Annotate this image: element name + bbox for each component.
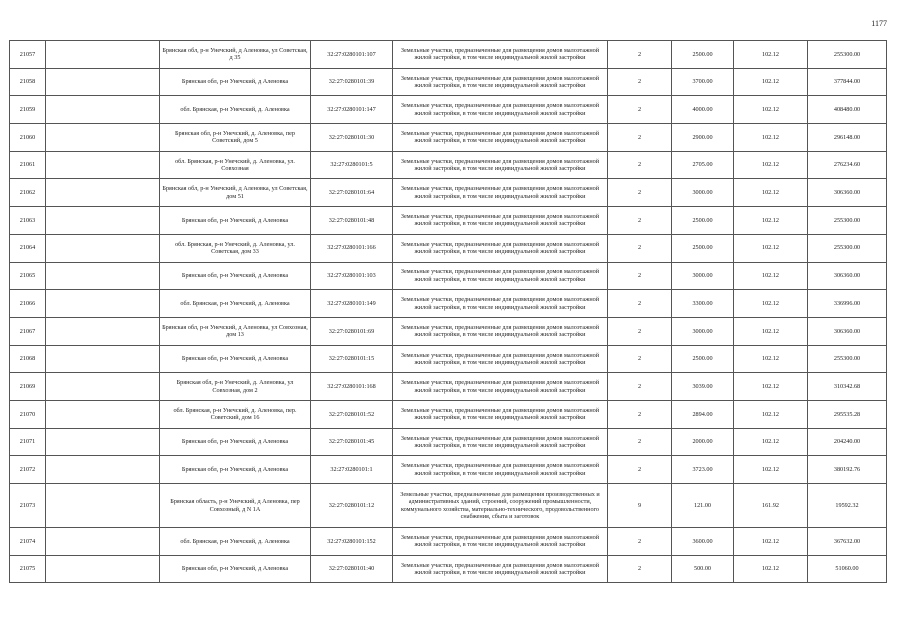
- cadastral-value-cell: 276234.60: [808, 151, 887, 179]
- area-cell: 3039.00: [672, 373, 734, 401]
- permitted-use-cell: Земельные участки, предназначенные для размещения домов малоэтажной жилой застройки, в том числе индивидуальной жилой застройки: [393, 234, 608, 262]
- cadastral-number-cell: 32:27:0280101:147: [311, 96, 393, 124]
- area-cell: 3723.00: [672, 456, 734, 484]
- area-cell: 3700.00: [672, 68, 734, 96]
- table-row: [10, 68, 887, 96]
- row-number-cell: 21058: [10, 68, 46, 96]
- use-group-cell: 2: [608, 555, 672, 583]
- specific-value-cell: 102.12: [734, 179, 808, 207]
- row-number-cell: 21069: [10, 373, 46, 401]
- area-cell: 2894.00: [672, 400, 734, 428]
- blank-cell: [46, 290, 160, 318]
- permitted-use-cell: Земельные участки, предназначенные для размещения домов малоэтажной жилой застройки, в том числе индивидуальной жилой застройки: [393, 428, 608, 456]
- table-row: [10, 234, 887, 262]
- cadastral-number-cell: 32:27:0280101:103: [311, 262, 393, 290]
- use-group-cell: 2: [608, 96, 672, 124]
- cadastral-value-cell: 380192.76: [808, 456, 887, 484]
- cadastral-number-cell: 32:27:0280101:64: [311, 179, 393, 207]
- specific-value-cell: 102.12: [734, 41, 808, 69]
- blank-cell: [46, 262, 160, 290]
- specific-value-cell: 102.12: [734, 68, 808, 96]
- permitted-use-cell: Земельные участки, предназначенные для размещения домов малоэтажной жилой застройки, в том числе индивидуальной жилой застройки: [393, 96, 608, 124]
- cadastral-number-cell: 32:27:0280101:149: [311, 290, 393, 318]
- specific-value-cell: 102.12: [734, 428, 808, 456]
- area-cell: 3000.00: [672, 179, 734, 207]
- blank-cell: [46, 96, 160, 124]
- blank-cell: [46, 317, 160, 345]
- use-group-cell: 2: [608, 400, 672, 428]
- table-row: [10, 179, 887, 207]
- specific-value-cell: 161.92: [734, 484, 808, 528]
- row-number-cell: 21075: [10, 555, 46, 583]
- specific-value-cell: 102.12: [734, 290, 808, 318]
- blank-cell: [46, 345, 160, 373]
- area-cell: 2500.00: [672, 345, 734, 373]
- permitted-use-cell: Земельные участки, предназначенные для размещения домов малоэтажной жилой застройки, в том числе индивидуальной жилой застройки: [393, 555, 608, 583]
- specific-value-cell: 102.12: [734, 151, 808, 179]
- permitted-use-cell: Земельные участки, предназначенные для размещения домов малоэтажной жилой застройки, в том числе индивидуальной жилой застройки: [393, 373, 608, 401]
- permitted-use-cell: Земельные участки, предназначенные для размещения домов малоэтажной жилой застройки, в том числе индивидуальной жилой застройки: [393, 207, 608, 235]
- row-number-cell: 21057: [10, 41, 46, 69]
- permitted-use-cell: Земельные участки, предназначенные для размещения домов малоэтажной жилой застройки, в том числе индивидуальной жилой застройки: [393, 68, 608, 96]
- cadastral-number-cell: 32:27:0280101:5: [311, 151, 393, 179]
- permitted-use-cell: Земельные участки, предназначенные для размещения домов малоэтажной жилой застройки, в том числе индивидуальной жилой застройки: [393, 528, 608, 556]
- table-row: [10, 151, 887, 179]
- cadastral-value-cell: 306360.00: [808, 262, 887, 290]
- cadastral-value-cell: 204240.00: [808, 428, 887, 456]
- permitted-use-cell: Земельные участки, предназначенные для размещения домов малоэтажной жилой застройки, в том числе индивидуальной жилой застройки: [393, 262, 608, 290]
- area-cell: 2500.00: [672, 234, 734, 262]
- row-number-cell: 21062: [10, 179, 46, 207]
- address-cell: обл. Брянская, р-н Унечский, д. Аленовка, ул. Советская, дом 33: [160, 234, 311, 262]
- table-row: [10, 207, 887, 235]
- address-cell: Брянская обл, р-н Унечский, д Аленовка, ул Советская, дом 51: [160, 179, 311, 207]
- blank-cell: [46, 124, 160, 152]
- specific-value-cell: 102.12: [734, 317, 808, 345]
- cadastral-number-cell: 32:27:0280101:152: [311, 528, 393, 556]
- cadastral-value-cell: 408480.00: [808, 96, 887, 124]
- cadastral-value-cell: 295535.28: [808, 400, 887, 428]
- cadastral-number-cell: 32:27:0280101:40: [311, 555, 393, 583]
- blank-cell: [46, 528, 160, 556]
- area-cell: 3600.00: [672, 528, 734, 556]
- table-row: [10, 373, 887, 401]
- cadastral-number-cell: 32:27:0280101:166: [311, 234, 393, 262]
- specific-value-cell: 102.12: [734, 456, 808, 484]
- row-number-cell: 21074: [10, 528, 46, 556]
- row-number-cell: 21067: [10, 317, 46, 345]
- table-row: [10, 400, 887, 428]
- address-cell: обл. Брянская, р-н Унечский, д. Аленовка, ул. Совхозная: [160, 151, 311, 179]
- address-cell: Брянская обл, р-н Унечский, д Аленовка: [160, 456, 311, 484]
- address-cell: Брянская обл, р-н Унечский, д Аленовка: [160, 207, 311, 235]
- use-group-cell: 2: [608, 317, 672, 345]
- table-row: [10, 528, 887, 556]
- cadastral-number-cell: 32:27:0280101:107: [311, 41, 393, 69]
- address-cell: обл. Брянская, р-н Унечский, д. Аленовка: [160, 528, 311, 556]
- cadastral-number-cell: 32:27:0280101:39: [311, 68, 393, 96]
- cadastral-number-cell: 32:27:0280101:30: [311, 124, 393, 152]
- use-group-cell: 2: [608, 290, 672, 318]
- use-group-cell: 2: [608, 234, 672, 262]
- use-group-cell: 2: [608, 262, 672, 290]
- specific-value-cell: 102.12: [734, 528, 808, 556]
- cadastral-value-cell: 255300.00: [808, 207, 887, 235]
- blank-cell: [46, 400, 160, 428]
- cadastral-number-cell: 32:27:0280101:1: [311, 456, 393, 484]
- permitted-use-cell: Земельные участки, предназначенные для размещения домов малоэтажной жилой застройки, в том числе индивидуальной жилой застройки: [393, 41, 608, 69]
- permitted-use-cell: Земельные участки, предназначенные для размещения домов малоэтажной жилой застройки, в том числе индивидуальной жилой застройки: [393, 345, 608, 373]
- area-cell: 3300.00: [672, 290, 734, 318]
- area-cell: 2000.00: [672, 428, 734, 456]
- specific-value-cell: 102.12: [734, 555, 808, 583]
- permitted-use-cell: Земельные участки, предназначенные для размещения домов малоэтажной жилой застройки, в том числе индивидуальной жилой застройки: [393, 179, 608, 207]
- table-row: [10, 456, 887, 484]
- use-group-cell: 2: [608, 373, 672, 401]
- table-row: [10, 345, 887, 373]
- cadastral-value-cell: 367632.00: [808, 528, 887, 556]
- table-row: [10, 555, 887, 583]
- cadastral-value-cell: 306360.00: [808, 179, 887, 207]
- area-cell: 121.00: [672, 484, 734, 528]
- use-group-cell: 9: [608, 484, 672, 528]
- cadastral-value-cell: 255300.00: [808, 41, 887, 69]
- address-cell: Брянская обл, р-н Унечский, д Аленовка, ул Советская, д 35: [160, 41, 311, 69]
- cadastral-number-cell: 32:27:0280101:168: [311, 373, 393, 401]
- cadastral-value-cell: 310342.68: [808, 373, 887, 401]
- address-cell: обл. Брянская, р-н Унечский, д. Аленовка, пер. Советский, дом 16: [160, 400, 311, 428]
- address-cell: Брянская обл, р-н Унечский, д Аленовка: [160, 262, 311, 290]
- use-group-cell: 2: [608, 41, 672, 69]
- blank-cell: [46, 68, 160, 96]
- blank-cell: [46, 151, 160, 179]
- address-cell: Брянская обл, р-н Унечский, д Аленовка, ул Совхозная, дом 13: [160, 317, 311, 345]
- cadastral-value-cell: 255300.00: [808, 234, 887, 262]
- table-row: [10, 96, 887, 124]
- specific-value-cell: 102.12: [734, 96, 808, 124]
- blank-cell: [46, 555, 160, 583]
- table-row: [10, 428, 887, 456]
- row-number-cell: 21060: [10, 124, 46, 152]
- use-group-cell: 2: [608, 124, 672, 152]
- permitted-use-cell: Земельные участки, предназначенные для размещения домов малоэтажной жилой застройки, в том числе индивидуальной жилой застройки: [393, 317, 608, 345]
- area-cell: 2705.00: [672, 151, 734, 179]
- cadastral-value-cell: 306360.00: [808, 317, 887, 345]
- specific-value-cell: 102.12: [734, 207, 808, 235]
- table-row: [10, 41, 887, 69]
- address-cell: Брянская обл, р-н Унечский, д Аленовка: [160, 345, 311, 373]
- blank-cell: [46, 456, 160, 484]
- row-number-cell: 21064: [10, 234, 46, 262]
- address-cell: Брянская обл, р-н Унечский, д Аленовка: [160, 428, 311, 456]
- row-number-cell: 21063: [10, 207, 46, 235]
- use-group-cell: 2: [608, 151, 672, 179]
- cadastral-value-cell: 19592.32: [808, 484, 887, 528]
- blank-cell: [46, 484, 160, 528]
- row-number-cell: 21073: [10, 484, 46, 528]
- blank-cell: [46, 373, 160, 401]
- cadastral-value-cell: 336996.00: [808, 290, 887, 318]
- page-number: 1177: [871, 19, 887, 28]
- specific-value-cell: 102.12: [734, 234, 808, 262]
- cadastral-number-cell: 32:27:0280101:48: [311, 207, 393, 235]
- cadastral-number-cell: 32:27:0280101:69: [311, 317, 393, 345]
- specific-value-cell: 102.12: [734, 345, 808, 373]
- row-number-cell: 21072: [10, 456, 46, 484]
- area-cell: 500.00: [672, 555, 734, 583]
- specific-value-cell: 102.12: [734, 400, 808, 428]
- permitted-use-cell: Земельные участки, предназначенные для размещения домов малоэтажной жилой застройки, в том числе индивидуальной жилой застройки: [393, 151, 608, 179]
- blank-cell: [46, 179, 160, 207]
- row-number-cell: 21065: [10, 262, 46, 290]
- area-cell: 4000.00: [672, 96, 734, 124]
- address-cell: Брянская область, р-н Унечский, д Аленовка, пер Совхозный, д N 1А: [160, 484, 311, 528]
- row-number-cell: 21068: [10, 345, 46, 373]
- use-group-cell: 2: [608, 528, 672, 556]
- use-group-cell: 2: [608, 428, 672, 456]
- permitted-use-cell: Земельные участки, предназначенные для размещения домов малоэтажной жилой застройки, в том числе индивидуальной жилой застройки: [393, 456, 608, 484]
- cadastral-value-cell: 255300.00: [808, 345, 887, 373]
- blank-cell: [46, 41, 160, 69]
- blank-cell: [46, 428, 160, 456]
- address-cell: Брянская обл, р-н Унечский, д Аленовка: [160, 555, 311, 583]
- area-cell: 2900.00: [672, 124, 734, 152]
- address-cell: Брянская обл, р-н Унечский, д Аленовка: [160, 68, 311, 96]
- permitted-use-cell: Земельные участки, предназначенные для размещения производственных и административных зданий, строений, сооружений промышленности, коммунального хозяйства, материально-технического, продовольственного снабжения, сбыта и заготовок: [393, 484, 608, 528]
- row-number-cell: 21071: [10, 428, 46, 456]
- use-group-cell: 2: [608, 456, 672, 484]
- blank-cell: [46, 207, 160, 235]
- use-group-cell: 2: [608, 345, 672, 373]
- area-cell: 2500.00: [672, 207, 734, 235]
- row-number-cell: 21070: [10, 400, 46, 428]
- cadastral-value-cell: 51060.00: [808, 555, 887, 583]
- area-cell: 3000.00: [672, 262, 734, 290]
- address-cell: обл. Брянская, р-н Унечский, д. Аленовка: [160, 96, 311, 124]
- cadastral-number-cell: 32:27:0280101:15: [311, 345, 393, 373]
- address-cell: обл. Брянская, р-н Унечский, д. Аленовка: [160, 290, 311, 318]
- address-cell: Брянская обл, р-н Унечский, д. Аленовка, ул Совхозная, дом 2: [160, 373, 311, 401]
- table-row: [10, 317, 887, 345]
- specific-value-cell: 102.12: [734, 373, 808, 401]
- cadastral-number-cell: 32:27:0280101:52: [311, 400, 393, 428]
- blank-cell: [46, 234, 160, 262]
- specific-value-cell: 102.12: [734, 124, 808, 152]
- table-row: [10, 262, 887, 290]
- cadastral-value-cell: 296148.00: [808, 124, 887, 152]
- row-number-cell: 21066: [10, 290, 46, 318]
- cadastral-value-cell: 377844.00: [808, 68, 887, 96]
- permitted-use-cell: Земельные участки, предназначенные для размещения домов малоэтажной жилой застройки, в том числе индивидуальной жилой застройки: [393, 124, 608, 152]
- table-body: [10, 41, 887, 583]
- area-cell: 3000.00: [672, 317, 734, 345]
- row-number-cell: 21061: [10, 151, 46, 179]
- specific-value-cell: 102.12: [734, 262, 808, 290]
- land-registry-table: [9, 40, 887, 583]
- cadastral-number-cell: 32:27:0280101:45: [311, 428, 393, 456]
- address-cell: Брянская обл, р-н Унечский, д. Аленовка, пер Советский, дом 5: [160, 124, 311, 152]
- area-cell: 2500.00: [672, 41, 734, 69]
- row-number-cell: 21059: [10, 96, 46, 124]
- use-group-cell: 2: [608, 207, 672, 235]
- cadastral-number-cell: 32:27:0280101:12: [311, 484, 393, 528]
- table-row: [10, 124, 887, 152]
- table-row: [10, 484, 887, 528]
- permitted-use-cell: Земельные участки, предназначенные для размещения домов малоэтажной жилой застройки, в том числе индивидуальной жилой застройки: [393, 400, 608, 428]
- use-group-cell: 2: [608, 68, 672, 96]
- permitted-use-cell: Земельные участки, предназначенные для размещения домов малоэтажной жилой застройки, в том числе индивидуальной жилой застройки: [393, 290, 608, 318]
- use-group-cell: 2: [608, 179, 672, 207]
- table-row: [10, 290, 887, 318]
